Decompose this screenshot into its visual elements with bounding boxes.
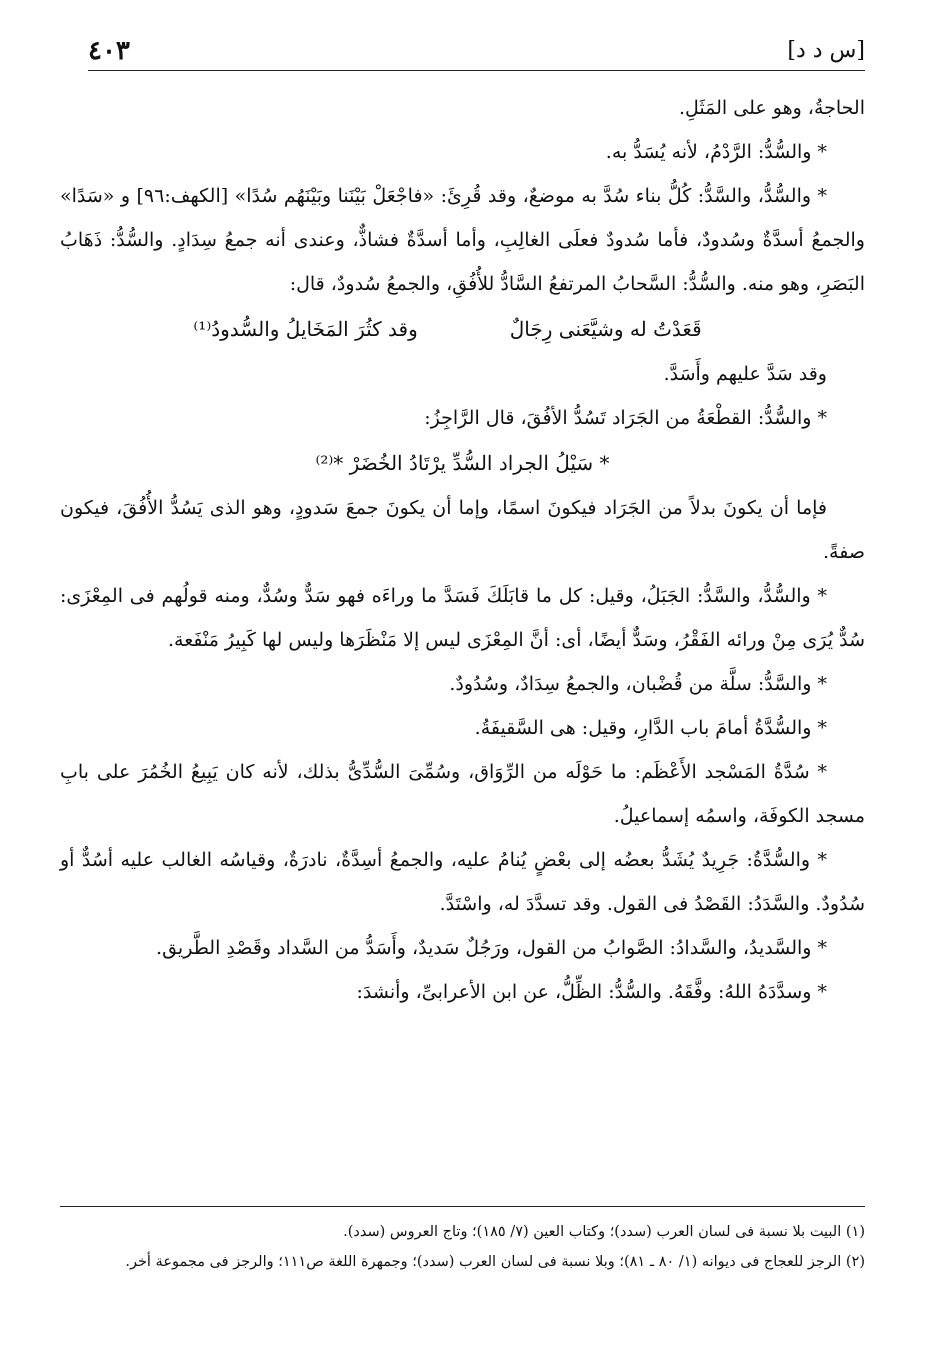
- footnotes: [60, 1206, 865, 1277]
- page-number: ٤٠٣: [88, 36, 130, 66]
- paragraph: فإما أن يكونَ بدلاً من الجَرَاد فيكونَ اسمًا، وإما أن يكونَ جمعَ سَدودٍ، وهو الذى يَسُدُّ الأُفُقَ، فيكون صفةً.: [60, 497, 865, 563]
- paragraph: الحاجةُ، وهو على المَثَلِ.: [679, 97, 865, 119]
- verse-first-hemistich: قَعَدْتُ له وشيَّعَنى رِجَالٌ: [509, 317, 702, 341]
- paragraph: * والسَّديدُ، والسَّدادُ: الصَّوابُ من القول، ورَجُلٌ سَديدٌ، وأَسَدُّ من السَّداد وقَصْدِ الطَّريق.: [156, 937, 827, 959]
- paragraph: * وسدَّدَهُ اللهُ: وفَّقَهُ. والسُّدُّ: الظِّلُّ، عن ابن الأعرابىِّ، وأنشدَ:: [356, 981, 827, 1003]
- paragraph: * والسُّدَّةُ أمامَ باب الدَّارِ، وقيل: هى السَّقيفَةُ.: [474, 717, 827, 739]
- page-header: [88, 36, 865, 71]
- poetry-verse: [60, 306, 865, 352]
- paragraph: * والسَّدُّ: سلَّة من قُضْبان، والجمعُ سِدَادٌ، وسُدُودٌ.: [449, 673, 827, 695]
- paragraph: وقد سَدَّ عليهم وأَسَدَّ.: [663, 363, 827, 385]
- paragraph: * والسُّدُّ: الرَّدْمُ، لأنه يُسَدُّ به.: [605, 141, 827, 163]
- paragraph: * والسُّدَّةُ: جَرِيدٌ يُشَدُّ بعضُه إلى بعْضٍ يُنامُ عليه، والجمعُ أسِدَّةٌ، نادرَةٌ، وقياسُه الغالب عليه أسُدٌّ أو سُدُودٌ. والسَّدَدُ: القَصْدُ فى القول. وقد تسدَّدَ له، واسْتَدَّ.: [60, 849, 865, 915]
- paragraph: * سُدَّةُ المَسْجد الأَعْظَم: ما حَوْلَه من الرِّوَاق، وسُمِّىَ السُّدِّىُّ بذلك، لأنه كان يَبِيعُ الخُمُرَ على بابِ مسجد الكوفَة، واسمُه إسماعيلُ.: [60, 761, 865, 827]
- paragraph: * والسُّدُّ: القطْعَةُ من الجَرَاد تَسُدُّ الأفُقَ، قال الرَّاجِزُ:: [424, 407, 827, 429]
- rajaz-verse: * سَيْلُ الجراد السُّدِّ يرْتَادُ الخُضَرْ *⁽²⁾: [315, 451, 610, 475]
- paragraph: * والسُّدُّ، والسَّدُّ: الجَبَلُ، وقيل: كل ما قابَلَكَ فَسَدَّ ما وراءَه فهو سَدٌّ وسُدٌّ، ومنه قولُهم فى المِعْزَى: سُدٌّ يُرَى مِنْ ورائه الفَقْرُ، وسَدٌّ أيضًا، أى: أنَّ المِعْزَى ليس إلا مَنْظَرَها وليس لها كَبِيرُ مَنْفَعة.: [60, 585, 865, 651]
- root-label: [س د د]: [787, 38, 865, 63]
- main-text: [60, 86, 865, 1014]
- footnote: (١) البيت بلا نسبة فى لسان العرب (سدد)؛ وكتاب العين (٧/ ١٨٥)؛ وتاج العروس (سدد).: [343, 1224, 865, 1240]
- paragraph: * والسُّدُّ، والسَّدُّ: كُلُّ بناء سُدَّ به موضعٌ، وقد قُرِئَ: «فاجْعَلْ بَيْنَنا وبَيْنَهُم سُدًا» [الكهف:٩٦] و «سَدًا» والجمعُ أسدَّةٌ وسُدودٌ، فأما سُدودٌ فعلَى الغالِبِ، وأما أسدَّةٌ فشاذٌّ، وعندى أنه جمعُ سِدَادٍ. والسُّدُّ: ذَهَابُ البَصَرِ، وهو منه. والسُّدُّ: السَّحابُ المرتفعُ السَّادُّ للأُفُقِ، والجمعُ سُدودٌ، قال:: [60, 185, 865, 295]
- verse-second-hemistich: وقد كثُرَ المَخَايلُ والسُّدودُ⁽¹⁾: [193, 317, 418, 341]
- footnote: (٢) الرجز للعجاج فى ديوانه (١/ ٨٠ ـ ٨١)؛ وبلا نسبة فى لسان العرب (سدد)؛ وجمهرة اللغة ص١١١؛ والرجز فى مجموعة أخر.: [125, 1254, 865, 1270]
